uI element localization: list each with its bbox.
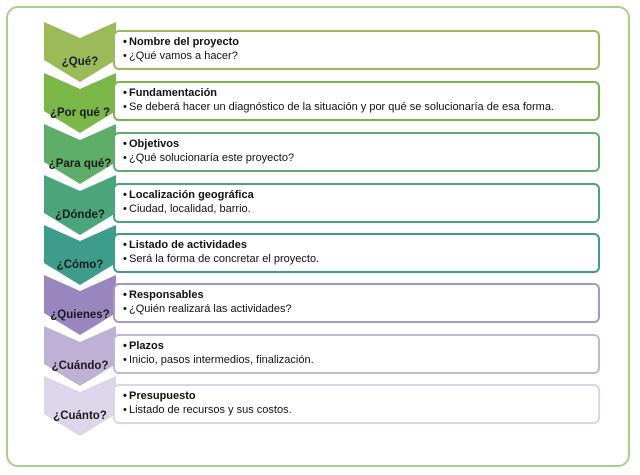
step-heading: • Nombre del proyecto [123, 36, 240, 48]
step-detail: • Inicio, pasos intermedios, finalización. [123, 354, 314, 366]
chevron-arrow-icon [44, 376, 116, 436]
step-detail: • ¿Quién realizará las actividades? [123, 303, 292, 315]
step-question-label: ¿Para qué? [48, 158, 112, 170]
step-heading: • Localización geográfica [123, 189, 254, 201]
step-question-label: ¿Qué? [61, 56, 99, 68]
step-detail: • Ciudad, localidad, barrio. [123, 203, 251, 215]
step-heading: • Objetivos [123, 138, 180, 150]
step-description-box [113, 30, 600, 70]
step-description-box [113, 233, 600, 273]
chevron-shape [44, 376, 116, 436]
step-description-box [113, 81, 600, 121]
step-question-label: ¿Cuándo? [51, 360, 109, 372]
step-description-box [113, 283, 600, 323]
step-description-box [113, 132, 600, 172]
step-heading: • Responsables [123, 289, 204, 301]
step-heading: • Fundamentación [123, 87, 218, 99]
step-question-label: ¿Dónde? [55, 209, 105, 221]
step-question-label: ¿Cuánto? [53, 410, 107, 422]
step-question-label: ¿Quienes? [50, 309, 110, 321]
step-detail: • ¿Qué vamos a hacer? [123, 50, 238, 62]
step-row [0, 384, 640, 434]
step-heading: • Plazos [123, 340, 164, 352]
step-description-box [113, 384, 600, 424]
step-question-label: ¿Cómo? [56, 259, 104, 271]
step-question-label: ¿Por qué ? [49, 107, 111, 119]
step-detail: • Será la forma de concretar el proyecto. [123, 253, 320, 265]
step-heading: • Presupuesto [123, 390, 196, 402]
step-detail: • Se deberá hacer un diagnóstico de la situación y por qué se solucionaría de esa forma. [123, 101, 554, 113]
step-description-box [113, 334, 600, 374]
step-description-box [113, 183, 600, 223]
step-detail: • Listado de recursos y sus costos. [123, 404, 292, 416]
step-heading: • Listado de actividades [123, 239, 247, 251]
step-detail: • ¿Qué solucionaría este proyecto? [123, 152, 295, 164]
